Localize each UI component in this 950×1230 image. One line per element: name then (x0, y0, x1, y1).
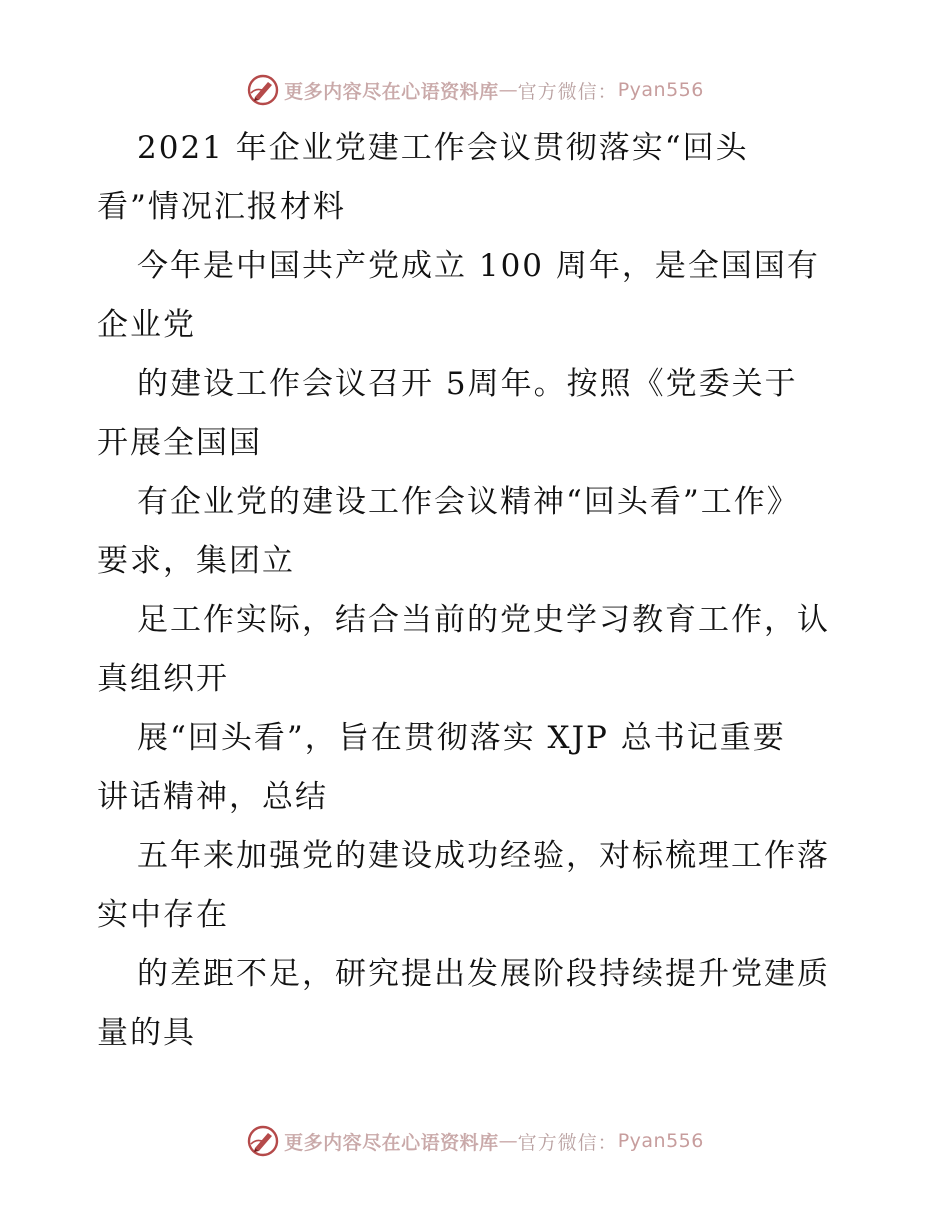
paragraph-line: 量的具 (97, 1015, 196, 1051)
pen-logo-icon (246, 1124, 280, 1158)
footer-banner (0, 1121, 950, 1161)
paragraph-line: 开展全国国 (97, 425, 262, 461)
header-banner (0, 70, 950, 110)
paragraph-line: 的建设工作会议召开 5周年。按照《党委关于 (137, 366, 798, 402)
paragraph-line: 五年来加强党的建设成功经验，对标梳理工作落 (137, 838, 830, 874)
paragraph-line: 真组织开 (97, 661, 229, 697)
footer-brand-text: 更多内容尽在心语资料库 (284, 1131, 499, 1154)
pen-logo-icon (246, 73, 280, 107)
header-wechat-id: Pyan556 (617, 79, 704, 101)
document-title-line-1: 2021 年企业党建工作会议贯彻落实“回头 (137, 130, 749, 166)
paragraph-line: 企业党 (97, 307, 196, 343)
header-dash: — (498, 79, 518, 101)
footer-wechat-label: 官方微信： (517, 1131, 618, 1154)
document-title-line-2: 看”情况汇报材料 (97, 189, 346, 225)
paragraph-line: 的差距不足，研究提出发展阶段持续提升党建质 (137, 956, 830, 992)
paragraph-line: 展“回头看”，旨在贯彻落实 XJP 总书记重要 (137, 720, 786, 756)
paragraph-line: 讲话精神，总结 (97, 779, 328, 815)
paragraph-line: 足工作实际，结合当前的党史学习教育工作，认 (137, 602, 830, 638)
paragraph-line: 今年是中国共产党成立 100 周年，是全国国有 (137, 248, 820, 284)
header-wechat-label: 官方微信： (517, 80, 618, 103)
footer-dash: — (498, 1130, 518, 1152)
paragraph-line: 有企业党的建设工作会议精神“回头看”工作》 (137, 484, 800, 520)
header-brand-text: 更多内容尽在心语资料库 (284, 80, 499, 103)
paragraph-line: 实中存在 (97, 897, 229, 933)
footer-wechat-id: Pyan556 (617, 1130, 704, 1152)
paragraph-line: 要求，集团立 (97, 543, 295, 579)
